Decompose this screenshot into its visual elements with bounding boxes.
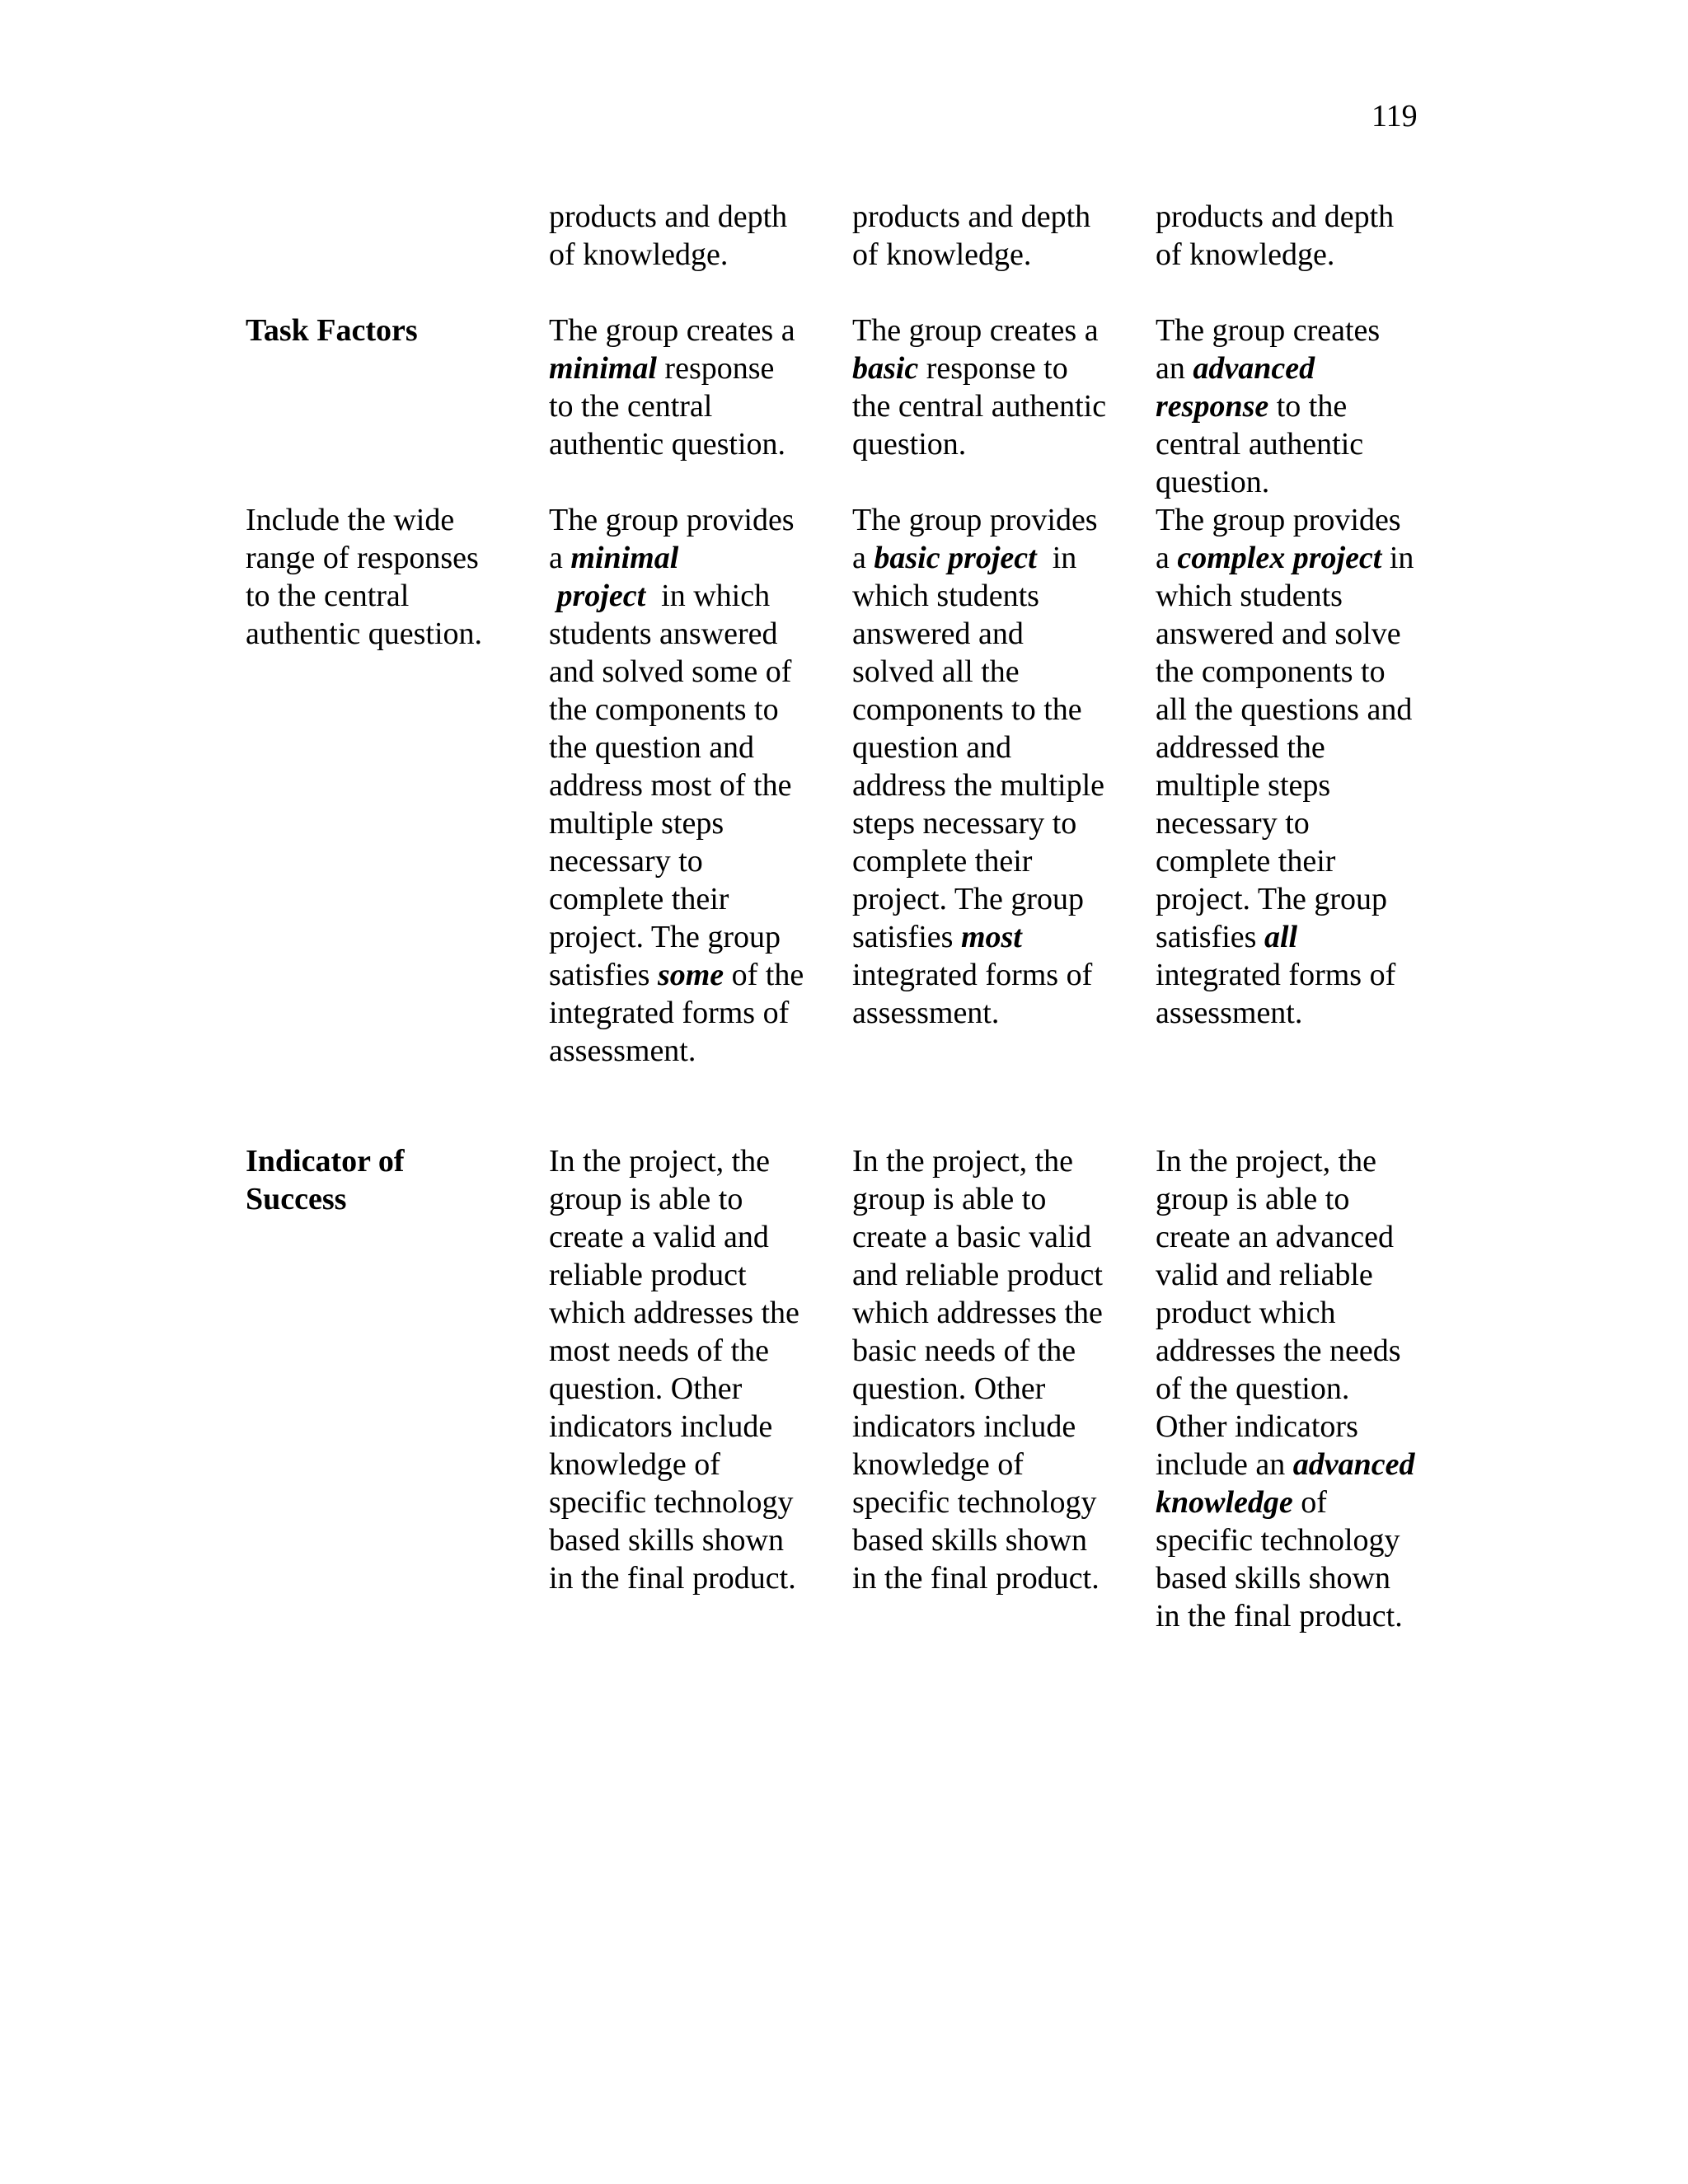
- text-line: [1156, 463, 1380, 501]
- text-line: [549, 1408, 799, 1446]
- text-run: create a basic valid: [852, 1220, 1092, 1254]
- text-run: address most of the: [549, 768, 792, 803]
- text-run: indicators include: [852, 1409, 1076, 1444]
- emphasized-term: project: [556, 579, 646, 613]
- text-run: a: [549, 541, 571, 575]
- level-3-cell: [1156, 501, 1414, 1032]
- text-run: necessary to: [1156, 806, 1310, 841]
- text-line: [1156, 691, 1414, 729]
- text-run: students answered: [549, 616, 778, 651]
- text-line: [549, 1332, 799, 1370]
- text-line: [852, 501, 1104, 539]
- text-line: [852, 387, 1106, 425]
- text-run: The group provides: [549, 503, 795, 537]
- text-line: [1156, 1483, 1414, 1521]
- text-line: [1156, 1521, 1414, 1559]
- text-line: [1156, 312, 1380, 349]
- text-line: [1156, 1332, 1414, 1370]
- text-run: complete their: [852, 844, 1033, 879]
- text-run: indicators include: [549, 1409, 773, 1444]
- text-run: in the final product.: [852, 1561, 1100, 1596]
- text-run: group is able to: [1156, 1182, 1350, 1216]
- text-run: which addresses the: [852, 1296, 1103, 1330]
- text-line: [852, 918, 1104, 956]
- text-run: Include the wide: [246, 503, 455, 537]
- text-run: a: [852, 541, 874, 575]
- text-run: In the project, the: [1156, 1144, 1377, 1179]
- text-line: [549, 387, 795, 425]
- text-line: [1156, 349, 1380, 387]
- text-line: [549, 804, 804, 842]
- text-line: [549, 1142, 799, 1180]
- text-run: question and: [852, 730, 1012, 765]
- text-run: specific technology: [852, 1485, 1097, 1520]
- text-run: to the central: [549, 389, 713, 424]
- text-run: project. The group: [1156, 882, 1388, 916]
- text-line: [549, 766, 804, 804]
- text-line: [852, 842, 1104, 880]
- text-line: [852, 1256, 1103, 1294]
- text-run: In the project, the: [852, 1144, 1074, 1179]
- row-label: [246, 1142, 404, 1218]
- text-run: of: [1292, 1485, 1327, 1520]
- text-line: [852, 577, 1104, 615]
- text-run: components to the: [852, 692, 1082, 727]
- text-run: in the final product.: [1156, 1599, 1403, 1633]
- level-2-cell: [852, 198, 1090, 274]
- text-run: multiple steps: [549, 806, 724, 841]
- text-line: [1156, 1218, 1414, 1256]
- text-run: The group provides: [852, 503, 1098, 537]
- text-line: [1156, 842, 1414, 880]
- text-line: [1156, 425, 1380, 463]
- text-run: to the central: [246, 579, 410, 613]
- text-line: [1156, 918, 1414, 956]
- text-line: [852, 236, 1090, 274]
- text-run: address the multiple: [852, 768, 1105, 803]
- text-run: products and depth: [1156, 199, 1395, 234]
- text-run: of the question.: [1156, 1371, 1350, 1406]
- text-run: project. The group: [852, 882, 1085, 916]
- text-run: of knowledge.: [1156, 237, 1335, 272]
- level-3-cell: [1156, 312, 1380, 501]
- text-line: [1156, 956, 1414, 994]
- text-run: question.: [852, 427, 967, 462]
- level-3-cell: [1156, 198, 1394, 274]
- text-run: question.: [1156, 465, 1270, 499]
- emphasized-term: some: [657, 958, 724, 992]
- text-line: [549, 425, 795, 463]
- text-line: [852, 956, 1104, 994]
- text-run: central authentic: [1156, 427, 1364, 462]
- text-line: [549, 1032, 804, 1070]
- text-line: [549, 539, 804, 577]
- level-1-cell: [549, 501, 804, 1070]
- text-line: [549, 842, 804, 880]
- text-run: which students: [1156, 579, 1343, 613]
- text-run: of knowledge.: [852, 237, 1032, 272]
- text-run: The group creates a: [852, 313, 1099, 348]
- text-line: [1156, 1180, 1414, 1218]
- text-run: multiple steps: [1156, 768, 1331, 803]
- text-run: a: [1156, 541, 1178, 575]
- text-run: response to: [918, 351, 1068, 386]
- text-run: the question and: [549, 730, 755, 765]
- page-number: 119: [1372, 99, 1418, 134]
- text-run: of the: [724, 958, 804, 992]
- text-run: specific technology: [549, 1485, 794, 1520]
- text-run: steps necessary to: [852, 806, 1077, 841]
- text-line: [852, 198, 1090, 236]
- text-run: knowledge of: [549, 1447, 720, 1482]
- text-run: specific technology: [1156, 1523, 1400, 1558]
- text-run: the components to: [1156, 654, 1386, 689]
- text-line: [1156, 729, 1414, 766]
- text-line: [1156, 1142, 1414, 1180]
- text-line: [852, 1142, 1103, 1180]
- text-line: [549, 501, 804, 539]
- text-run: integrated forms of: [1156, 958, 1396, 992]
- text-line: [1156, 804, 1414, 842]
- text-line: [1156, 1294, 1414, 1332]
- text-run: The group provides: [1156, 503, 1401, 537]
- text-line: [852, 804, 1104, 842]
- text-run: and reliable product: [852, 1258, 1103, 1292]
- text-line: [852, 1218, 1103, 1256]
- text-run: product which: [1156, 1296, 1336, 1330]
- text-run: group is able to: [549, 1182, 743, 1216]
- text-line: [852, 1332, 1103, 1370]
- text-line: [852, 1180, 1103, 1218]
- text-line: [549, 691, 804, 729]
- row-label: [246, 501, 482, 653]
- level-2-cell: [852, 1142, 1103, 1597]
- text-line: [1156, 994, 1414, 1032]
- text-line: [549, 1256, 799, 1294]
- text-line: [1156, 1370, 1414, 1408]
- text-line: [1156, 615, 1414, 653]
- text-line: [549, 577, 804, 615]
- text-run: satisfies: [852, 920, 961, 954]
- text-run: necessary to: [549, 844, 703, 879]
- text-run: Other indicators: [1156, 1409, 1358, 1444]
- text-run: answered and solve: [1156, 616, 1401, 651]
- text-run: solved all the: [852, 654, 1020, 689]
- text-line: [852, 1446, 1103, 1483]
- text-line: [852, 539, 1104, 577]
- level-2-cell: [852, 501, 1104, 1032]
- text-run: create a valid and: [549, 1220, 769, 1254]
- text-run: valid and reliable: [1156, 1258, 1373, 1292]
- emphasized-term: knowledge: [1156, 1485, 1293, 1520]
- text-run: an: [1156, 351, 1193, 386]
- emphasized-term: basic project: [874, 541, 1037, 575]
- text-line: [1156, 766, 1414, 804]
- text-run: question. Other: [852, 1371, 1046, 1406]
- text-line: [549, 1370, 799, 1408]
- text-run: complete their: [549, 882, 729, 916]
- text-run: complete their: [1156, 844, 1336, 879]
- text-line: [1156, 577, 1414, 615]
- text-run: to the: [1268, 389, 1348, 424]
- text-run: which students: [852, 579, 1039, 613]
- text-run: authentic question.: [246, 616, 483, 651]
- text-line: [549, 1218, 799, 1256]
- level-1-cell: [549, 198, 787, 274]
- text-run: satisfies: [1156, 920, 1264, 954]
- text-line: [852, 349, 1106, 387]
- text-run: all the questions and: [1156, 692, 1413, 727]
- text-run: assessment.: [852, 996, 1000, 1030]
- text-line: [1156, 653, 1414, 691]
- text-line: [549, 198, 787, 236]
- text-run: based skills shown: [852, 1523, 1087, 1558]
- text-line: [549, 653, 804, 691]
- text-line: [549, 1521, 799, 1559]
- text-run: and solved some of: [549, 654, 792, 689]
- text-line: [1156, 501, 1414, 539]
- text-line: [549, 729, 804, 766]
- level-2-cell: [852, 312, 1106, 463]
- text-run: assessment.: [549, 1033, 696, 1068]
- text-line: [246, 312, 418, 349]
- text-line: [549, 236, 787, 274]
- text-line: [852, 1294, 1103, 1332]
- text-line: [852, 653, 1104, 691]
- text-line: [852, 425, 1106, 463]
- emphasized-term: most: [960, 920, 1022, 954]
- text-line: [549, 1483, 799, 1521]
- text-line: [852, 615, 1104, 653]
- text-line: [549, 994, 804, 1032]
- text-run: range of responses: [246, 541, 479, 575]
- text-run: basic needs of the: [852, 1333, 1076, 1368]
- text-run: response: [656, 351, 775, 386]
- text-line: [246, 615, 482, 653]
- text-run: group is able to: [852, 1182, 1047, 1216]
- text-run: based skills shown: [549, 1523, 784, 1558]
- text-line: [852, 1521, 1103, 1559]
- text-line: [246, 539, 482, 577]
- emphasized-term: basic: [852, 351, 919, 386]
- text-line: [549, 1446, 799, 1483]
- emphasized-term: minimal: [549, 351, 657, 386]
- text-run: project. The group: [549, 920, 781, 954]
- emphasized-term: complex project: [1177, 541, 1382, 575]
- text-line: [1156, 1559, 1414, 1597]
- emphasized-term: minimal: [570, 541, 679, 575]
- text-run: the central authentic: [852, 389, 1107, 424]
- text-line: [852, 1408, 1103, 1446]
- text-run: which addresses the: [549, 1296, 799, 1330]
- text-run: of knowledge.: [549, 237, 729, 272]
- text-line: [246, 1180, 404, 1218]
- text-run: addressed the: [1156, 730, 1325, 765]
- text-line: [1156, 539, 1414, 577]
- emphasized-term: response: [1156, 389, 1269, 424]
- text-line: [852, 1559, 1103, 1597]
- text-run: In the project, the: [549, 1144, 771, 1179]
- text-line: [549, 956, 804, 994]
- text-run: in which: [645, 579, 771, 613]
- text-run: [549, 579, 557, 613]
- text-run: question. Other: [549, 1371, 743, 1406]
- text-run: The group creates: [1156, 313, 1381, 348]
- level-1-cell: [549, 312, 795, 463]
- text-run: authentic question.: [549, 427, 786, 462]
- text-run: satisfies: [549, 958, 658, 992]
- text-run: products and depth: [549, 199, 788, 234]
- emphasized-term: advanced: [1292, 1447, 1415, 1482]
- text-line: [1156, 387, 1380, 425]
- text-run: create an advanced: [1156, 1220, 1395, 1254]
- text-line: [1156, 1408, 1414, 1446]
- text-run: reliable product: [549, 1258, 747, 1292]
- emphasized-term: advanced: [1193, 351, 1315, 386]
- text-run: in: [1381, 541, 1414, 575]
- text-run: integrated forms of: [549, 996, 790, 1030]
- text-run: knowledge of: [852, 1447, 1024, 1482]
- text-run: products and depth: [852, 199, 1091, 234]
- text-run: include an: [1156, 1447, 1293, 1482]
- text-line: [549, 880, 804, 918]
- text-line: [246, 1142, 404, 1180]
- text-line: [852, 729, 1104, 766]
- text-run: answered and: [852, 616, 1024, 651]
- text-run: in the final product.: [549, 1561, 796, 1596]
- text-line: [852, 312, 1106, 349]
- text-line: [852, 994, 1104, 1032]
- text-line: [1156, 1597, 1414, 1635]
- text-line: [852, 766, 1104, 804]
- emphasized-term: all: [1264, 920, 1298, 954]
- text-line: [549, 918, 804, 956]
- text-line: [852, 880, 1104, 918]
- text-line: [549, 312, 795, 349]
- text-run: The group creates a: [549, 313, 795, 348]
- text-line: [852, 691, 1104, 729]
- level-1-cell: [549, 1142, 799, 1597]
- text-run: based skills shown: [1156, 1561, 1390, 1596]
- text-run: assessment.: [1156, 996, 1303, 1030]
- text-run: in: [1036, 541, 1077, 575]
- text-line: [1156, 1446, 1414, 1483]
- text-line: [246, 577, 482, 615]
- text-line: [852, 1370, 1103, 1408]
- text-run: integrated forms of: [852, 958, 1093, 992]
- text-line: [549, 615, 804, 653]
- text-line: [549, 1559, 799, 1597]
- text-line: [246, 501, 482, 539]
- row-label: [246, 312, 418, 349]
- text-line: [852, 1483, 1103, 1521]
- criterion-label: Indicator of: [246, 1144, 405, 1179]
- level-3-cell: [1156, 1142, 1414, 1635]
- text-run: the components to: [549, 692, 779, 727]
- text-line: [1156, 236, 1394, 274]
- text-line: [549, 349, 795, 387]
- criterion-label: Task Factors: [246, 313, 418, 348]
- text-line: [1156, 1256, 1414, 1294]
- text-line: [549, 1180, 799, 1218]
- criterion-label: Success: [246, 1182, 347, 1216]
- text-run: most needs of the: [549, 1333, 770, 1368]
- text-line: [549, 1294, 799, 1332]
- text-line: [1156, 880, 1414, 918]
- text-run: addresses the needs: [1156, 1333, 1401, 1368]
- text-line: [1156, 198, 1394, 236]
